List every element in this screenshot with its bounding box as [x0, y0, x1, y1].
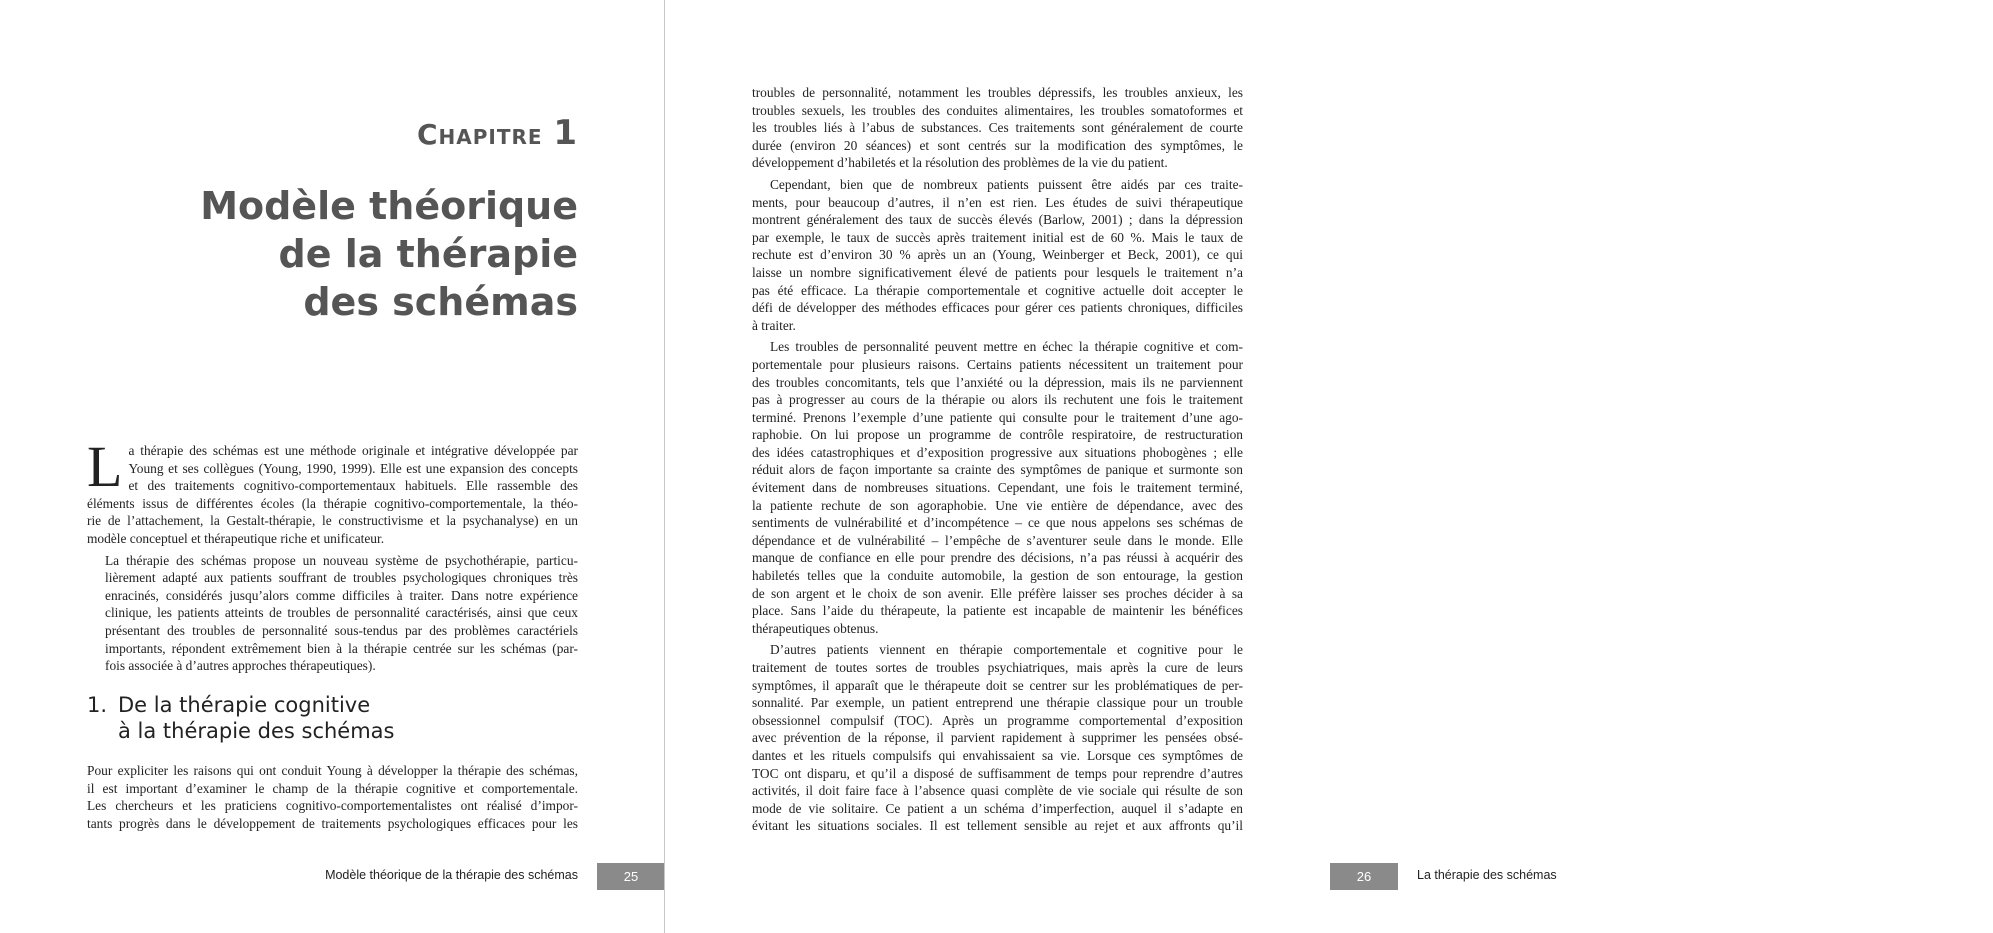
- text-line: Cependant, bien que de nombreux patients puissent être aidés par ces traite-: [770, 176, 1243, 192]
- paragraph: [752, 176, 1243, 334]
- text-line: la patiente rechute de son agoraphobie. Une vie entière de dépendance, avec des: [752, 497, 1243, 513]
- text-line: traitement de toutes sortes de troubles psychiatriques, mais après la cure de leurs: [752, 660, 1243, 675]
- text-line: manque de confiance en elle pour prendre des décisions, n’a pas réussi à acquérir des: [752, 550, 1243, 566]
- text-line: fois associée à d’autres approches thérapeutiques).: [105, 658, 376, 674]
- text-line: symptômes, il apparaît que le thérapeute doit se centrer sur les problématiques de per-: [752, 677, 1243, 693]
- text-line: terminé. Prenons l’exemple d’une patiente qui consulte pour le traitement d’une ago-: [752, 409, 1243, 425]
- text-line: durée (environ 20 séances) et sont centrés sur la modification des symptômes, le: [752, 137, 1243, 153]
- text-line: obsessionnel compulsif (TOC). Après un programme comportemental d’exposition: [752, 712, 1243, 728]
- chapter-number: 1: [553, 113, 578, 153]
- text-line: pas à progresser au cours de la thérapie ou alors ils rechutent une fois le traitement: [752, 392, 1243, 408]
- section-title-line: à la thérapie des schémas: [118, 719, 395, 743]
- text-line: les troubles liés à l’abus de substances. Ces traitements sont généralement de courte: [752, 120, 1243, 136]
- text-line: raphobie. On lui propose un programme de contrôle respiratoire, de restructuration: [752, 427, 1243, 443]
- chapter-title-line: Modèle théorique: [200, 184, 578, 228]
- text-line: dépendance et de vulnérabilité – l’empêche de s’aventurer seule dans le monde. Elle: [752, 532, 1243, 548]
- text-line: Les troubles de personnalité peuvent mettre en échec la thérapie cognitive et com-: [770, 339, 1243, 355]
- text-line: éléments issus de différentes écoles (la thérapie cognitivo-comportementale, la théo-: [87, 495, 578, 511]
- text-line: TOC ont disparu, et qu’il a disposé de suffisamment de temps pour reprendre d’autres: [752, 765, 1243, 781]
- text-line: et des traitements cognitivo-comportementaux habituels. Elle rassemble des: [128, 478, 578, 494]
- body-text: [752, 84, 1243, 839]
- text-line: place. Sans l’aide du thérapeute, la patiente est incapable de maintenir les bénéfices: [752, 603, 1243, 619]
- section-number: 1.: [87, 693, 108, 717]
- text-line: par exemple, le taux de succès après traitement initial est de 60 %. Mais le taux de: [752, 229, 1243, 245]
- section-text: [87, 762, 578, 836]
- footer-right: [1330, 863, 1993, 890]
- running-head-left: Modèle théorique de la thérapie des schémas: [325, 868, 578, 882]
- left-page: [0, 0, 665, 933]
- text-line: Young et ses collègues (Young, 1990, 1999). Elle est une expansion des concepts: [128, 460, 578, 476]
- text-line: des idées catastrophiques et d’exposition progressive aux situations phobogènes ; elle: [752, 444, 1243, 460]
- text-line: activités, il doit faire face à l’absence quasi complète de vie sociale qui résulte de son: [752, 783, 1243, 799]
- text-line: Les chercheurs et les praticiens cognitivo-comportementalistes ont réalisé d’impor-: [87, 798, 578, 814]
- text-line: rechute est d’environ 30 % après un an (Young, Weinberger et Beck, 2001), ce qui: [752, 247, 1243, 263]
- text-line: dantes et les rituels compulsifs qui envahissaient sa vie. Lorsque ces symptômes de: [752, 747, 1243, 763]
- text-line: développement d’habiletés et la résolution des problèmes de la vie du patient.: [752, 155, 1168, 171]
- chapter-label: Chapitre 1: [417, 113, 578, 153]
- text-line: sentiments de vulnérabilité et d’incompétence – ce que nous appelons ses schémas de: [752, 515, 1243, 531]
- chapter-title-line: de la thérapie: [278, 232, 578, 276]
- text-line: sonnalité. Par exemple, un patient entreprend une thérapie classique pour un trouble: [752, 695, 1243, 711]
- text-line: rie de l’attachement, la Gestalt-thérapie, le constructivisme et la psychanalyse) en un: [87, 513, 578, 529]
- text-line: lièrement adapté aux patients souffrant de troubles psychologiques chroniques très: [105, 570, 578, 586]
- text-line: mode de vie solitaire. Ce patient a un schéma d’imperfection, auquel il s’adapte en: [752, 800, 1243, 816]
- text-line: La thérapie des schémas propose un nouveau système de psychothérapie, particu-: [105, 552, 578, 568]
- text-line: évitement dans de nombreuses situations. Cependant, une fois le traitement terminé,: [752, 480, 1243, 496]
- text-line: défi de développer des méthodes efficaces pour gérer ces patients chroniques, difficiles: [752, 300, 1243, 316]
- text-line: D’autres patients viennent en thérapie comportementale et cognitive pour le: [770, 642, 1243, 658]
- paragraph: [87, 762, 578, 832]
- text-line: présentant des troubles de personnalité sous-tendus par des problèmes caractériels: [105, 622, 578, 638]
- text-line: troubles sexuels, les troubles des conduites alimentaires, les troubles somatoformes et: [752, 102, 1243, 118]
- text-line: troubles de personnalité, notamment les troubles dépressifs, les troubles anxieux, les: [752, 85, 1243, 100]
- running-head-right: La thérapie des schémas: [1417, 868, 1557, 882]
- text-line: avec prévention de la réponse, il parvient rapidement à supprimer les pensées obsé-: [752, 730, 1243, 746]
- text-line: importants, répondent extrêmement bien à la thérapie centrée sur les schémas (par-: [105, 640, 578, 656]
- paragraph: [752, 84, 1243, 172]
- intro-paragraph: [87, 434, 578, 548]
- footer-left: [0, 863, 665, 890]
- page-number-right: 26: [1330, 863, 1398, 890]
- text-line: Pour expliciter les raisons qui ont conduit Young à développer la thérapie des schémas,: [87, 763, 578, 778]
- text-line: laisse un nombre significativement élevé de patients pour lesquels le traitement n’a: [752, 264, 1243, 280]
- section-title-line: De la thérapie cognitive: [118, 693, 371, 717]
- chapter-title: [158, 182, 578, 326]
- text-line: enracinés, considérés jusqu’alors comme difficiles à traiter. Dans notre expérience: [105, 587, 578, 603]
- paragraph: [752, 338, 1243, 637]
- text-line: réduit alors de façon importante sa crainte des symptômes de panique et surmonte son: [752, 462, 1243, 478]
- chapter-title-line: des schémas: [303, 280, 578, 324]
- drop-cap: L: [87, 434, 123, 499]
- text-line: des troubles concomitants, tels que l’anxiété ou la dépression, mais ils ne parviennent: [752, 374, 1243, 390]
- paragraph: [752, 641, 1243, 835]
- text-line: de son argent et le choix de son avenir. Elle préfère laisser ses proches décider à sa: [752, 585, 1243, 601]
- text-line: à traiter.: [752, 317, 796, 333]
- paragraph: [87, 552, 578, 675]
- intro-text: [87, 434, 578, 679]
- text-line: pas été efficace. La thérapie comportementale et cognitive actuelle doit accepter le: [752, 282, 1243, 298]
- text-line: thérapeutiques obtenus.: [752, 620, 879, 636]
- text-line: il est important d’examiner le champ de la thérapie cognitive et comportementale.: [87, 780, 578, 796]
- page-number-left: 25: [597, 863, 665, 890]
- text-line: clinique, les patients atteints de troubles de personnalité caractérisés, ainsi que ceux: [105, 605, 578, 621]
- text-line: portementale pour plusieurs raisons. Certains patients nécessitent un traitement pour: [752, 356, 1243, 372]
- text-line: tants progrès dans le développement de traitements psychologiques efficaces pour les: [87, 815, 578, 831]
- text-line: montrent généralement des taux de succès élevés (Barlow, 2001) ; dans la dépression: [752, 212, 1243, 228]
- text-line: évitant les situations sociales. Il est tellement sensible au rejet et aux affronts qu’il: [752, 818, 1243, 834]
- text-line: habiletés telles que la conduite automobile, la gestion de son entourage, la gestion: [752, 568, 1243, 584]
- text-line: modèle conceptuel et thérapeutique riche et unificateur.: [87, 530, 385, 546]
- section-heading: [87, 692, 578, 744]
- text-line: a thérapie des schémas est une méthode originale et intégrative développée par: [128, 443, 578, 458]
- right-page: [665, 0, 1557, 933]
- text-line: ments, pour beaucoup d’autres, il n’en est rien. Les études de suivi thérapeutique: [752, 194, 1243, 210]
